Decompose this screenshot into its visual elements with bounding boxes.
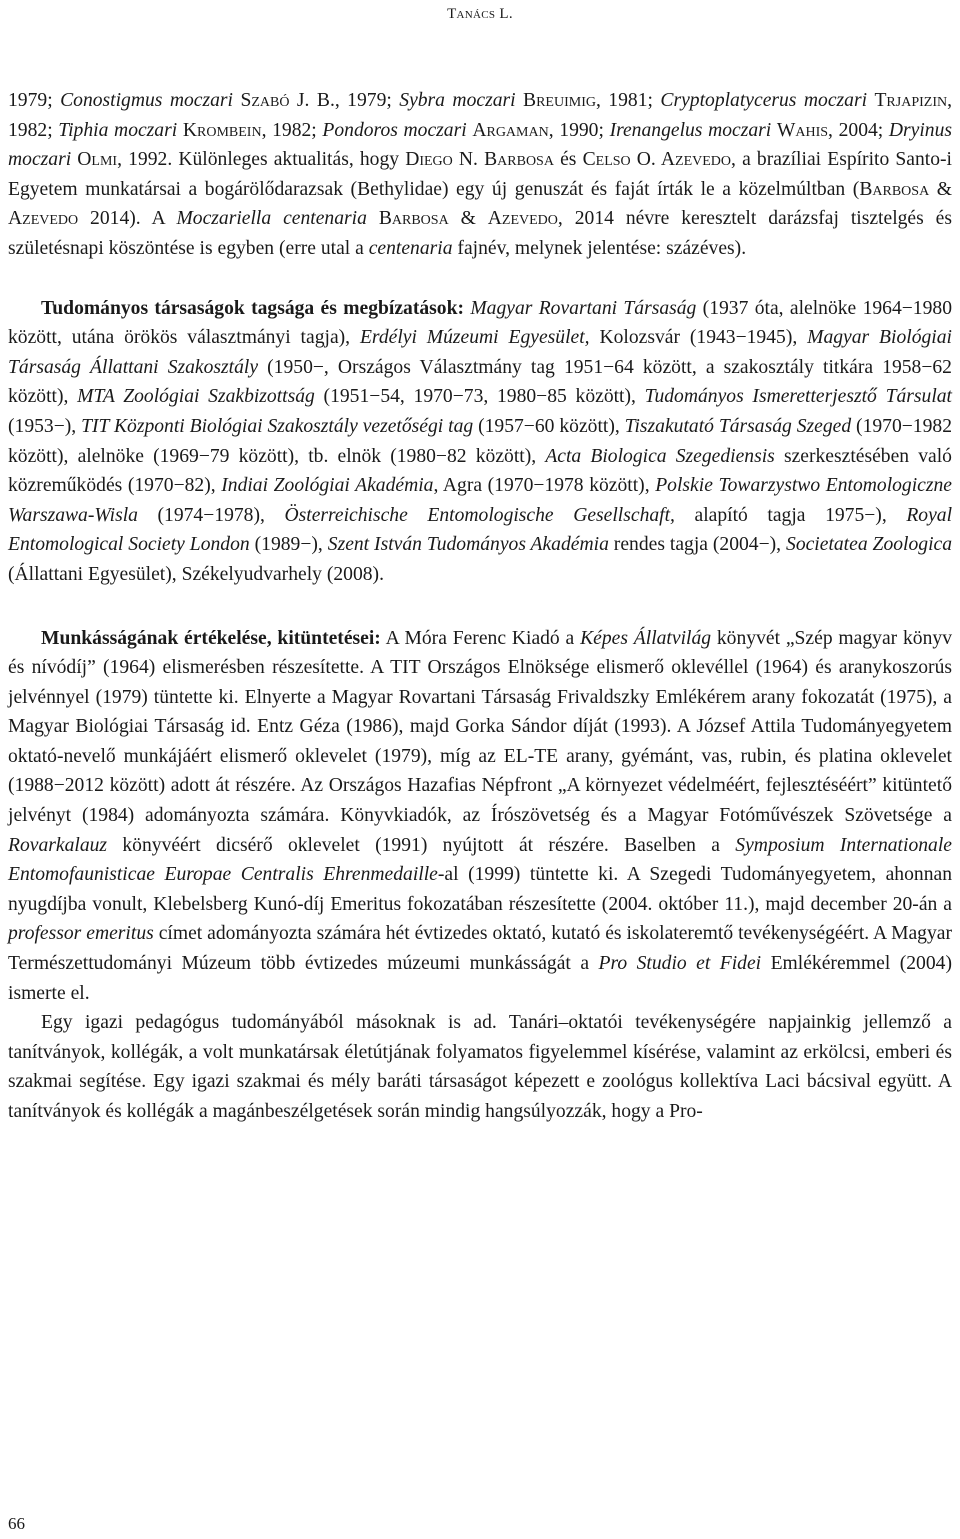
- section-heading-awards: Munkásságának értékelése, kitüntetései:: [41, 627, 381, 649]
- section-heading-memberships: Tudományos társaságok tagsága és megbízatások:: [41, 297, 465, 319]
- paragraph-species-names: 1979; Conostigmus moczari Szabó J. B., 1979; Sybra moczari Breuimig, 1981; Cryptoplatycerus moczari Trjapizin, 1982; Tiphia moczari Krombein, 1982; Pondoros moczari Argaman, 1990; Irenangelus moczari Wahis, 2004; Dryinus moczari Olmi, 1992. Különleges aktualitás, hogy Diego N. Barbosa és Celso O. Azevedo, a brazíliai Espírito Santo-i Egyetem munkatársai a bogárölődarazsak (Bethylidae) egy új genuszát és faját írták le a közelmúltban (Barbosa & Azevedo 2014). A Moczariella centenaria Barbosa & Azevedo, 2014 névre keresztelt darázsfaj tisztelgés és születésnapi köszöntése is egyben (erre utal a centenaria fajnév, melynek jelentése: százéves).: [8, 90, 953, 259]
- running-header: Tanács L.: [447, 6, 513, 22]
- paragraph-awards: Munkásságának értékelése, kitüntetései: A Móra Ferenc Kiadó a Képes Állatvilág könyvét „Szép magyar könyv és nívódíj” (1964) elismerésben részesítette. A TIT Országos Elnöksége elismerő oklevéllel (1964) és aranykoszorús jelvénnyel (1979) tüntette ki. Elnyerte a Magyar Rovartani Társaság Frivaldszky Emlékérem arany fokozatát (1975), a Magyar Biológiai Társaság id. Entz Géza (1986), majd Gorka Sándor díját (1993). A József Attila Tudományegyetem oktató-nevelő munkájáért elismerő oklevelet (1979), míg az EL-TE arany, gyémánt, vas, rubin, és platina oklevelet (1988−2012 között) adott át részére. Az Országos Hazafias Népfront „A környezet védelméért, fejlesztéséért” kitüntető jelvényt (1984) adományozta számára. Könyvkiadók, az Írószövetség és a Magyar Fotóművészek Szövetsége a Rovarkalauz könyvéért dicsérő oklevelet (1991) nyújtott át részére. Baselben a Symposium Internationale Entomofaunisticae Europae Centralis Ehrenmedaille-al (1999) tüntette ki. A Szegedi Tudományegyetem, ahonnan nyugdíjba vonult, Klebelsberg Kunó-díj Emeritus fokozatában részesítette (2004. október 11.), majd december 20-án a professor emeritus címet adományozta számára hét évtizedes oktató, kutató és iskolateremtő tevékenységéért. A Magyar Természettudományi Múzeum több évtizedes múzeumi munkásságát a Pro Studio et Fidei Emlékéremmel (2004) ismerte el.: [8, 627, 953, 1004]
- paragraph-pedagogy: Egy igazi pedagógus tudományából másoknak is ad. Tanári–oktatói tevékenységére napjainkig jellemző a tanítványok, kollégák, a volt munkatársak életútjának folyamatos figyelemmel kísérése, valamint az erkölcsi, emberi és szakmai segítése. Egy igazi szakmai és mély baráti társaságot képezett e zoológus kollektíva Laci bácsival együtt. A tanítványok és kollégák a magánbeszélgetések során mindig hangsúlyozzák, hogy a Pro-: [8, 1012, 952, 1122]
- page-number: 66: [8, 1514, 25, 1533]
- page-body: [8, 86, 952, 1127]
- paragraph-memberships: Tudományos társaságok tagsága és megbízatások: Magyar Rovartani Társaság (1937 óta, alelnöke 1964−1980 között, utána örökös választmányi tagja), Erdélyi Múzeumi Egyesület, Kolozsvár (1943−1945), Magyar Biológiai Társaság Állattani Szakosztály (1950−, Országos Választmány tag 1951−64 között, a szakosztály titkára 1958−62 között), MTA Zoológiai Szakbizottság (1951−54, 1970−73, 1980−85 között), Tudományos Ismeretterjesztő Társulat (1953−), TIT Központi Biológiai Szakosztály vezetőségi tag (1957−60 között), Tiszakutató Társaság Szeged (1970−1982 között), alelnöke (1969−79 között), tb. elnök (1980−82 között), Acta Biologica Szegediensis szerkesztésében való közreműködés (1970−82), Indiai Zoológiai Akadémia, Agra (1970−1978 között), Polskie Towarzystwo Entomologiczne Warszawa-Wisla (1974−1978), Österreichische Entomologische Gesellschaft, alapító tagja 1975−), Royal Entomological Society London (1989−), Szent István Tudományos Akadémia rendes tagja (2004−), Societatea Zoologica (Állattani Egyesület), Székelyudvarhely (2008).: [8, 297, 953, 585]
